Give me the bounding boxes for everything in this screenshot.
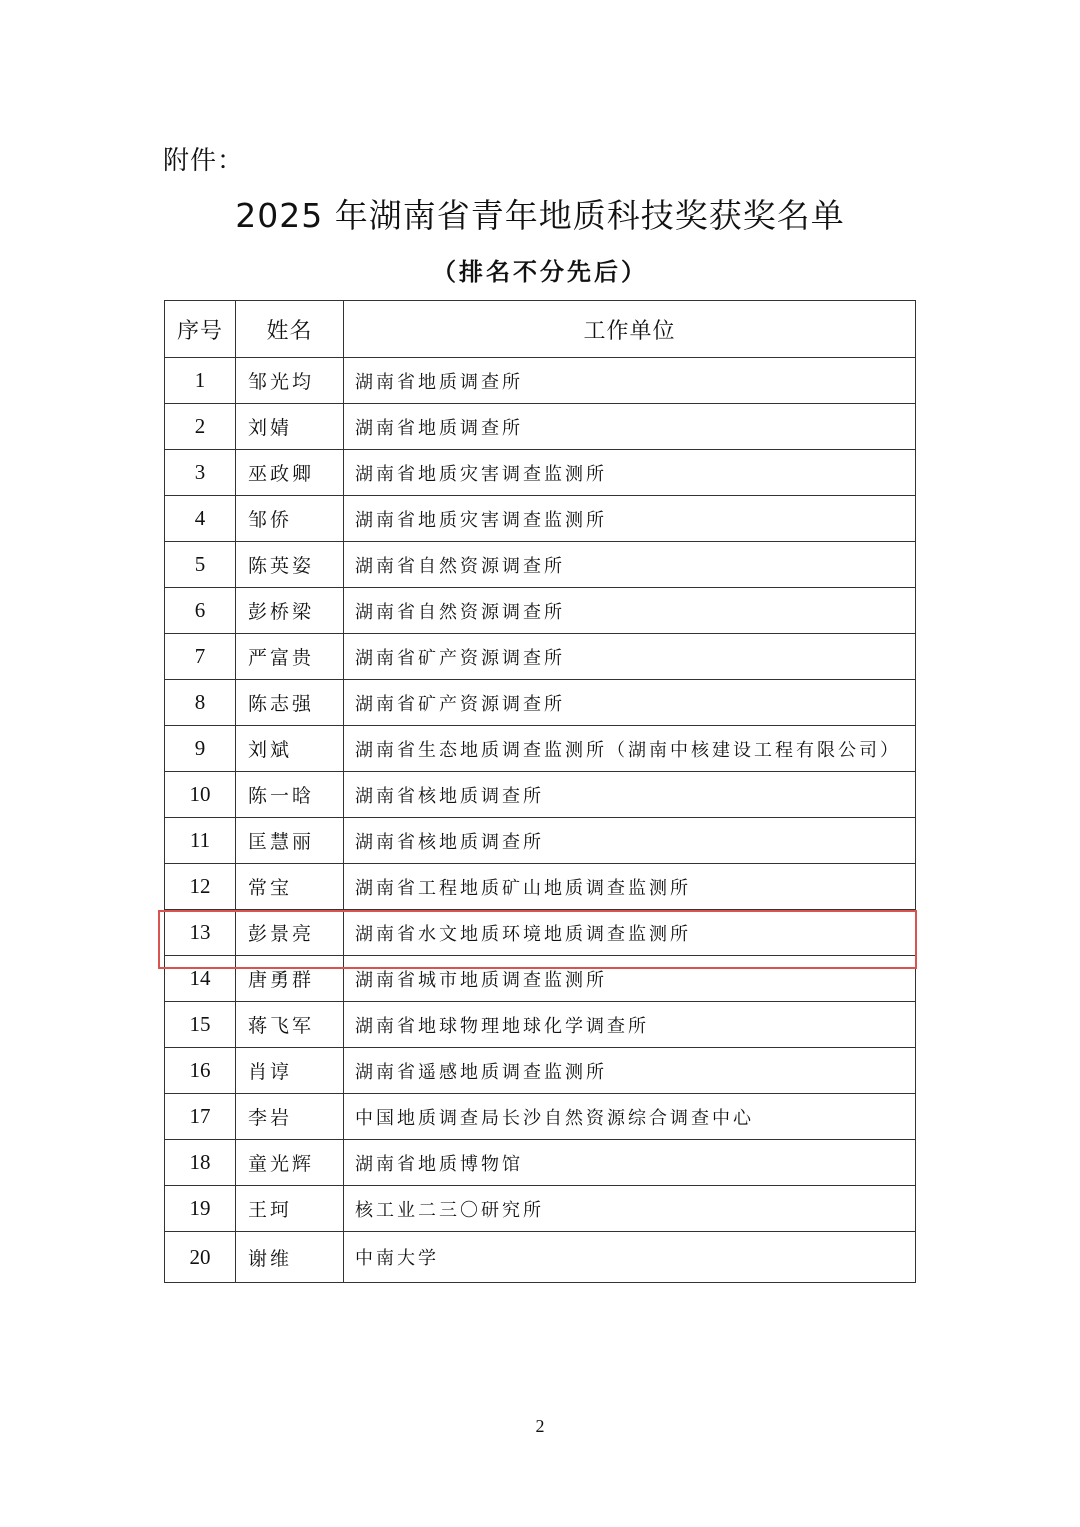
cell-org: 湖南省核地质调查所 [344,818,916,864]
cell-org: 湖南省自然资源调查所 [344,588,916,634]
cell-no: 5 [165,542,236,588]
table-row [165,450,916,496]
cell-name: 王珂 [236,1186,344,1232]
cell-name: 陈志强 [236,680,344,726]
document-subtitle: （排名不分先后） [432,258,648,286]
table-row [165,588,916,634]
cell-org: 湖南省地质灾害调查监测所 [344,496,916,542]
cell-org: 湖南省城市地质调查监测所 [344,956,916,1002]
table-row [165,818,916,864]
cell-no: 14 [165,956,236,1002]
cell-name: 蒋飞军 [236,1002,344,1048]
cell-no: 11 [165,818,236,864]
table-row [165,496,916,542]
cell-no: 3 [165,450,236,496]
cell-no: 9 [165,726,236,772]
cell-name: 唐勇群 [236,956,344,1002]
table-header-row [165,301,916,358]
table-row [165,358,916,404]
cell-org: 湖南省地质调查所 [344,358,916,404]
table-row [165,1094,916,1140]
cell-no: 17 [165,1094,236,1140]
cell-no: 18 [165,1140,236,1186]
cell-org: 核工业二三〇研究所 [344,1186,916,1232]
cell-name: 常宝 [236,864,344,910]
cell-name: 彭景亮 [236,910,344,956]
cell-org: 湖南省工程地质矿山地质调查监测所 [344,864,916,910]
cell-name: 严富贵 [236,634,344,680]
table-row [165,542,916,588]
cell-no: 4 [165,496,236,542]
attachment-label: 附件： [163,146,245,176]
table-row [165,634,916,680]
header-name: 姓名 [236,301,344,358]
table-row [165,404,916,450]
table-row [165,1048,916,1094]
cell-name: 陈英姿 [236,542,344,588]
cell-org: 湖南省矿产资源调查所 [344,634,916,680]
cell-name: 匡慧丽 [236,818,344,864]
cell-name: 肖谆 [236,1048,344,1094]
table-row [165,1002,916,1048]
award-list-table-wrapper [164,300,915,1283]
cell-org: 湖南省地球物理地球化学调查所 [344,1002,916,1048]
table-row [165,680,916,726]
cell-name: 李岩 [236,1094,344,1140]
cell-org: 中国地质调查局长沙自然资源综合调查中心 [344,1094,916,1140]
cell-no: 6 [165,588,236,634]
header-no: 序号 [165,301,236,358]
cell-name: 邹侨 [236,496,344,542]
cell-name: 刘婧 [236,404,344,450]
table-row [165,1232,916,1283]
cell-name: 巫政卿 [236,450,344,496]
cell-no: 13 [165,910,236,956]
table-row [165,864,916,910]
cell-org: 中南大学 [344,1232,916,1283]
cell-no: 8 [165,680,236,726]
cell-org: 湖南省水文地质环境地质调查监测所 [344,910,916,956]
header-org: 工作单位 [344,301,916,358]
cell-no: 1 [165,358,236,404]
cell-name: 陈一晗 [236,772,344,818]
cell-org: 湖南省矿产资源调查所 [344,680,916,726]
table-row [165,956,916,1002]
award-list-table [164,300,916,1283]
cell-no: 20 [165,1232,236,1283]
cell-no: 12 [165,864,236,910]
cell-org: 湖南省地质灾害调查监测所 [344,450,916,496]
table-row [165,910,916,956]
cell-no: 7 [165,634,236,680]
table-row [165,726,916,772]
cell-org: 湖南省生态地质调查监测所（湖南中核建设工程有限公司） [344,726,916,772]
cell-no: 15 [165,1002,236,1048]
cell-name: 童光辉 [236,1140,344,1186]
cell-no: 2 [165,404,236,450]
cell-org: 湖南省自然资源调查所 [344,542,916,588]
cell-no: 16 [165,1048,236,1094]
cell-org: 湖南省地质调查所 [344,404,916,450]
document-title: 2025 年湖南省青年地质科技奖获奖名单 [235,196,845,235]
table-body [165,358,916,1283]
cell-org: 湖南省核地质调查所 [344,772,916,818]
table-row [165,1186,916,1232]
table-row [165,1140,916,1186]
cell-org: 湖南省遥感地质调查监测所 [344,1048,916,1094]
cell-name: 刘斌 [236,726,344,772]
cell-name: 邹光均 [236,358,344,404]
cell-name: 谢维 [236,1232,344,1283]
cell-no: 10 [165,772,236,818]
table-row [165,772,916,818]
cell-org: 湖南省地质博物馆 [344,1140,916,1186]
cell-name: 彭桥梁 [236,588,344,634]
page-number: 2 [535,1416,545,1436]
cell-no: 19 [165,1186,236,1232]
